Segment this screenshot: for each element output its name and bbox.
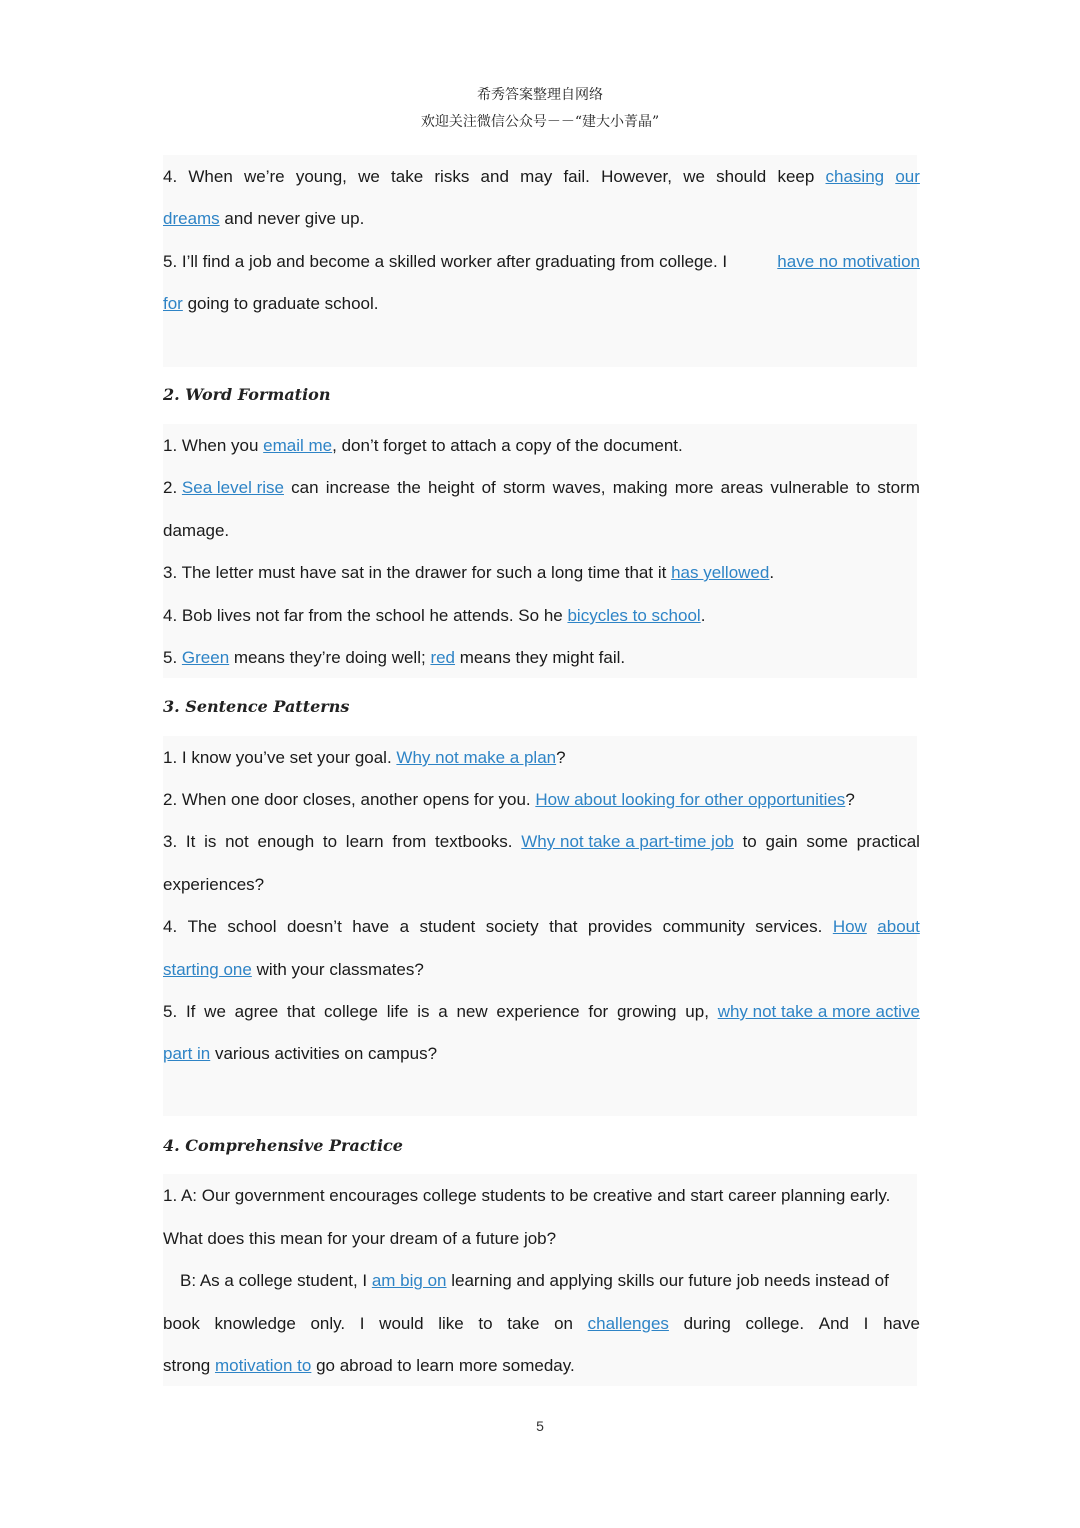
s1-q5-line2 — [163, 293, 920, 315]
page-header — [0, 82, 1080, 136]
sentence-word: making — [612, 478, 668, 497]
sentence-word: experience — [496, 1002, 580, 1021]
answer-text: Why not take a part-time job — [521, 832, 734, 851]
sentence-text: 3. The letter must have sat in the drawer for such a long time that it — [163, 563, 672, 582]
sentence-word: services. — [755, 917, 823, 936]
sentence-word: more — [674, 478, 714, 497]
sentence-text: various activities on campus? — [210, 1044, 438, 1063]
page-number: 5 — [536, 1418, 544, 1434]
sentence-word: practical — [856, 832, 920, 851]
answer-text: email me — [263, 436, 333, 455]
answer-text: part in — [163, 1044, 211, 1063]
sentence-word: I — [359, 1314, 365, 1333]
answer-block-2 — [163, 424, 917, 678]
sentence-word: we — [683, 167, 705, 186]
sentence-word: that — [286, 1002, 316, 1021]
sentence-word: knowledge — [214, 1314, 296, 1333]
sentence-lead — [163, 477, 284, 499]
s2-q1 — [163, 435, 920, 457]
sentence-word: growing — [616, 1002, 677, 1021]
sentence-word: waves, — [552, 478, 606, 497]
sentence-word: keep — [777, 167, 815, 186]
s2-q5 — [163, 647, 920, 669]
sentence-text: 5. I’ll find a job and become a skilled worker after graduating from college. I — [163, 252, 732, 271]
sentence-word: student — [419, 917, 476, 936]
sentence-word: school — [227, 917, 277, 936]
sentence-word: take — [391, 167, 424, 186]
sentence-word: can — [291, 478, 319, 497]
sentence-word: a — [399, 917, 410, 936]
sentence-text: ? — [845, 790, 855, 809]
answer-text: for — [163, 294, 183, 313]
sentence-text: 2. When one door closes, another opens for you. — [163, 790, 536, 809]
sentence-word: provides — [587, 917, 653, 936]
sentence-word: only. — [310, 1314, 346, 1333]
sentence-word: to — [322, 832, 338, 851]
s1-q4-line1 — [163, 166, 920, 188]
sentence-text: ? — [556, 748, 566, 767]
sentence-word: height — [428, 478, 475, 497]
s4-b-line2 — [163, 1313, 920, 1335]
s2-q2-line2: damage. — [163, 521, 230, 540]
sentence-word: is — [204, 832, 217, 851]
sentence-text: . — [769, 563, 775, 582]
sentence-text: go abroad to learn more someday. — [311, 1356, 575, 1375]
answer-text: bicycles to school — [567, 606, 701, 625]
sentence-word: some — [806, 832, 848, 851]
answer-word: chasing — [825, 167, 885, 186]
sentence-word: for — [588, 1002, 609, 1021]
sentence-word: take — [507, 1314, 540, 1333]
sentence-word: textbooks. — [435, 832, 513, 851]
sentence-word: areas — [720, 478, 764, 497]
sentence-text: 1. I know you’ve set your goal. — [163, 748, 397, 767]
sentence-word: college. — [745, 1314, 805, 1333]
s2-q3 — [163, 562, 920, 584]
section-heading-sentence-patterns: 3. Sentence Patterns — [163, 697, 350, 716]
answer-text: red — [430, 648, 456, 667]
header-wechat-note: 欢迎关注微信公众号－－“建大小菁晶” — [420, 114, 660, 130]
s2-q2-line1 — [163, 477, 920, 499]
sentence-word: new — [456, 1002, 488, 1021]
answer-text: am big on — [371, 1271, 447, 1290]
sentence-word: learn — [345, 832, 384, 851]
sentence-word: to — [742, 832, 757, 851]
sentence-word: may — [520, 167, 553, 186]
s3-q3-line1 — [163, 831, 920, 853]
answer-word: about — [877, 917, 920, 936]
sentence-word: a — [438, 1002, 448, 1021]
header-source-note: 希秀答案整理自网络 — [477, 87, 603, 103]
sentence-text: strong — [163, 1356, 215, 1375]
s3-q4-line1 — [163, 916, 920, 938]
sentence-word: storm — [877, 478, 920, 497]
section-heading-comprehensive-practice: 4. Comprehensive Practice — [163, 1136, 403, 1155]
sentence-word: the — [397, 478, 421, 497]
sentence-word: have — [352, 917, 390, 936]
sentence-word: during — [683, 1314, 731, 1333]
s1-q4-line2 — [163, 208, 920, 230]
s4-b-line1 — [180, 1270, 920, 1292]
sentence-text: 5. — [163, 648, 182, 667]
sentence-word: life — [386, 1002, 409, 1021]
answer-text: motivation to — [214, 1356, 312, 1375]
sentence-word: 4. — [163, 167, 178, 186]
sentence-word: storm — [502, 478, 546, 497]
sentence-text: 2. — [163, 478, 182, 497]
sentence-word: When — [188, 167, 233, 186]
answer-text: How about looking for other opportunities — [535, 790, 846, 809]
sentence-word: up, — [685, 1002, 709, 1021]
answer-text: dreams — [163, 209, 220, 228]
s3-q5-line1 — [163, 1001, 920, 1023]
sentence-word: vulnerable — [770, 478, 849, 497]
s4-b-line3 — [163, 1355, 920, 1377]
sentence-word: And — [818, 1314, 850, 1333]
answer-word: our — [895, 167, 920, 186]
sentence-word: that — [549, 917, 578, 936]
answer-text: has yellowed — [671, 563, 770, 582]
s3-q2 — [163, 789, 920, 811]
answer-text: Why not make a plan — [396, 748, 557, 767]
sentence-word: enough — [257, 832, 315, 851]
sentence-text: . — [700, 606, 706, 625]
sentence-word: community — [662, 917, 745, 936]
sentence-text: 4. Bob lives not far from the school he attends. So he — [163, 606, 568, 625]
sentence-word: should — [716, 167, 767, 186]
sentence-word: 5. — [163, 1002, 178, 1021]
sentence-text: and never give up. — [219, 209, 365, 228]
s3-q5-line2 — [163, 1043, 920, 1065]
s3-q3-line2: experiences? — [163, 875, 265, 894]
sentence-word: 4. — [163, 917, 178, 936]
sentence-word: is — [417, 1002, 430, 1021]
sentence-word: would — [379, 1314, 424, 1333]
sentence-text: means they’re doing well; — [229, 648, 431, 667]
sentence-word: from — [392, 832, 427, 851]
sentence-word: I — [863, 1314, 869, 1333]
s3-q4-line2 — [163, 959, 920, 981]
sentence-text: going to graduate school. — [182, 294, 379, 313]
sentence-word: The — [187, 917, 217, 936]
s1-q5-line1 — [163, 251, 920, 273]
sentence-word: we — [358, 167, 380, 186]
sentence-word: gain — [765, 832, 798, 851]
sentence-text: B: As a college student, I — [180, 1271, 372, 1290]
answer-text: Sea level rise — [181, 478, 284, 497]
answer-text: challenges — [587, 1314, 669, 1333]
answer-text: starting one — [163, 960, 252, 979]
sentence-word: like — [438, 1314, 464, 1333]
sentence-word: young, — [295, 167, 347, 186]
sentence-word: not — [225, 832, 249, 851]
sentence-word: we — [204, 1002, 226, 1021]
sentence-word: agree — [234, 1002, 279, 1021]
sentence-word: It — [185, 832, 196, 851]
answer-text: have no motivation — [777, 252, 920, 271]
sentence-word: book — [163, 1314, 200, 1333]
s4-a-line2: What does this mean for your dream of a future job? — [163, 1229, 557, 1248]
sentence-word: However, — [601, 167, 672, 186]
sentence-word: 3. — [163, 832, 178, 851]
answer-word: How — [832, 917, 867, 936]
sentence-word: society — [485, 917, 539, 936]
sentence-word: college — [324, 1002, 378, 1021]
sentence-text: 1. When you — [163, 436, 264, 455]
answer-text: why not take a more active — [717, 1002, 920, 1021]
s2-q4 — [163, 605, 920, 627]
answer-text: Green — [181, 648, 230, 667]
sentence-word: we’re — [244, 167, 285, 186]
sentence-text: learning and applying skills our future job needs instead of — [446, 1271, 889, 1290]
sentence-word: have — [883, 1314, 920, 1333]
sentence-word: of — [481, 478, 496, 497]
section-heading-word-formation: 2. Word Formation — [163, 385, 331, 404]
sentence-word: and — [480, 167, 509, 186]
sentence-word: If — [185, 1002, 196, 1021]
sentence-text: means they might fail. — [455, 648, 626, 667]
sentence-word: increase — [325, 478, 391, 497]
s3-q1 — [163, 747, 920, 769]
sentence-word: to — [856, 478, 871, 497]
s4-a-line1: 1. A: Our government encourages college students to be creative and start career planning early. — [163, 1186, 891, 1205]
sentence-word: to — [478, 1314, 493, 1333]
sentence-text: , don’t forget to attach a copy of the document. — [332, 436, 683, 455]
sentence-text: with your classmates? — [251, 960, 424, 979]
sentence-word: fail. — [563, 167, 590, 186]
sentence-word: doesn’t — [286, 917, 342, 936]
sentence-word: on — [554, 1314, 573, 1333]
sentence-word: risks — [434, 167, 470, 186]
